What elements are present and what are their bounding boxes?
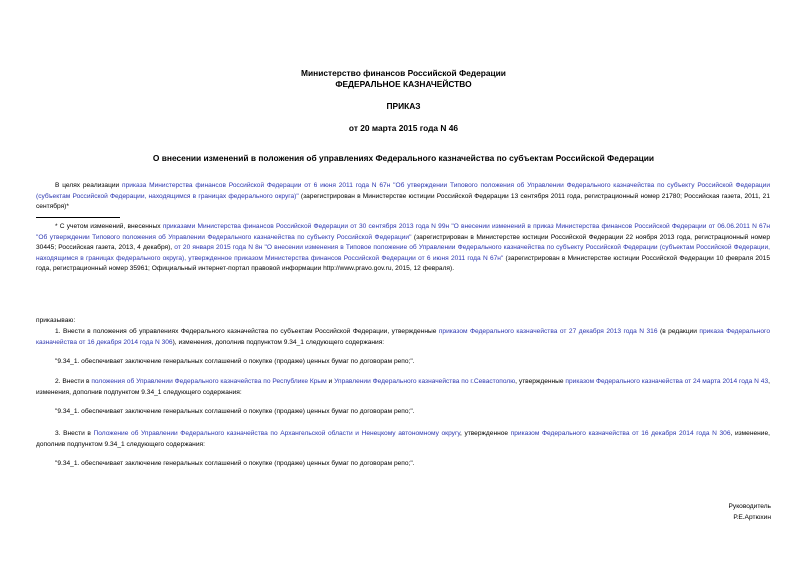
item2-text-a: 2. Внести в: [55, 378, 92, 385]
footnote-paragraph: [36, 222, 770, 275]
link-order-99n[interactable]: приказами Министерства финансов Российской Федерации от 30 сентября 2013 года N 99н "О внесении изменений в приказ Министерства финансов Российской Федерации от 06.06.2011 N 67н "Об утверждении Типового положения об Управлении Федерального казначейства по субъекту Российской Федерации": [36, 223, 771, 241]
item1-text-a: 1. Внести в положения об управлениях Федерального казначейства по субъектам Российской Федерации, утвержденные: [55, 328, 439, 335]
link-order-306-2[interactable]: приказом Федерального казначейства от 16 декабря 2014 года N 306: [510, 430, 731, 437]
order-intro: приказываю:: [36, 317, 76, 324]
quote-3: "9.34_1. обеспечивает заключение генеральных соглашений о покупке (продаже) ценных бумаг по договорам репо;".: [55, 460, 415, 467]
order-item-1: [36, 327, 770, 348]
item1-text-b: (в редакции: [657, 328, 700, 335]
footnote-text-3: (зарегистрирован в Министерстве юстиции Российской Федерации 10 февраля 2015 года, регистрационный номер 35961; Официальный интернет-портал правовой информации http://www.pravo.gov.ru, 2015, 12 февраля).: [36, 254, 770, 273]
ministry-name: Министерство финансов Российской Федерации: [301, 68, 506, 78]
treasury-name: ФЕДЕРАЛЬНОЕ КАЗНАЧЕЙСТВО: [335, 79, 472, 89]
signature-name: Р.Е.Артюхин: [733, 514, 771, 521]
signature-role: Руководитель: [728, 503, 771, 510]
link-crimea-regulation[interactable]: положения об Управлении Федерального казначейства по Республике Крым: [91, 378, 327, 385]
item1-text-c: ), изменения, дополнив подпунктом 9.34_1 следующего содержания:: [172, 338, 385, 346]
quote-2: "9.34_1. обеспечивает заключение генеральных соглашений о покупке (продаже) ценных бумаг по договорам репо;".: [55, 408, 415, 415]
preamble-tail: (зарегистрирован в Министерстве юстиции Российской Федерации 13 сентября 2011 года, регистрационный номер 21780; Российская газета, 2011, 21 сентября)*: [36, 192, 770, 211]
footnote-divider: [36, 217, 120, 218]
order-item-2: [36, 377, 770, 398]
link-order-67n[interactable]: приказа Министерства финансов Российской Федерации от 6 июня 2011 года N 67н "Об утверждении Типового положения об Управлении Федерального казначейства по субъекту Российской Федерации (субъектам Российской Федерации, находящимся в границах федерального округа)": [36, 182, 771, 200]
doc-title: О внесении изменений в положения об управлениях Федерального казначейства по субъектам Российской Федерации: [152, 153, 655, 163]
doc-date-number: от 20 марта 2015 года N 46: [348, 123, 459, 133]
link-arkhangelsk-regulation[interactable]: Положение об Управлении Федерального казначейства по Архангельской области и Ненецкому автономному округу: [93, 430, 460, 437]
order-item-3: [36, 429, 770, 450]
footnote-text-2: (зарегистрирован в Министерстве юстиции Российской Федерации 22 ноября 2013 года, регистрационный номер 30445; Российская газета, 2013, 4 декабря),: [36, 233, 770, 252]
quote-1: "9.34_1. обеспечивает заключение генеральных соглашений о покупке (продаже) ценных бумаг по договорам репо;".: [55, 358, 415, 365]
item2-text-b: и: [326, 378, 335, 385]
link-order-8n[interactable]: от 20 января 2015 года N 8н "О внесении изменения в Типовое положение об Управлении Федерального казначейства по субъекту Российской Федерации (субъектам Российской Федерации, находящимся в границах федерального округа), утвержденное приказом Министерства финансов Российской Федерации от 6 июня 2011 года N 67н": [36, 244, 770, 262]
item3-text-b: , утвержденное: [460, 430, 511, 437]
link-order-306[interactable]: приказа Федерального казначейства от 16 декабря 2014 года N 306: [36, 328, 770, 346]
item2-text-c: , утвержденные: [515, 378, 566, 385]
footnote-text-1: * С учетом изменений, внесенных: [55, 223, 163, 230]
link-sevastopol-regulation[interactable]: Управлении Федерального казначейства по г.Севастополю: [334, 378, 516, 385]
link-order-316[interactable]: приказом Федерального казначейства от 27 декабря 2013 года N 316: [438, 328, 658, 335]
preamble-paragraph: [36, 181, 770, 213]
preamble-text: В целях реализации: [55, 182, 123, 189]
item3-text-a: 3. Внести в: [55, 430, 94, 437]
item2-text-d: , изменения, дополнив подпунктом 9.34_1 следующего содержания:: [36, 378, 770, 396]
doc-type: ПРИКАЗ: [386, 101, 421, 111]
link-order-43[interactable]: приказом Федерального казначейства от 24 марта 2014 года N 43: [565, 378, 769, 385]
item3-text-c: , изменение, дополнив подпунктом 9.34_1 следующего содержания:: [36, 430, 770, 448]
